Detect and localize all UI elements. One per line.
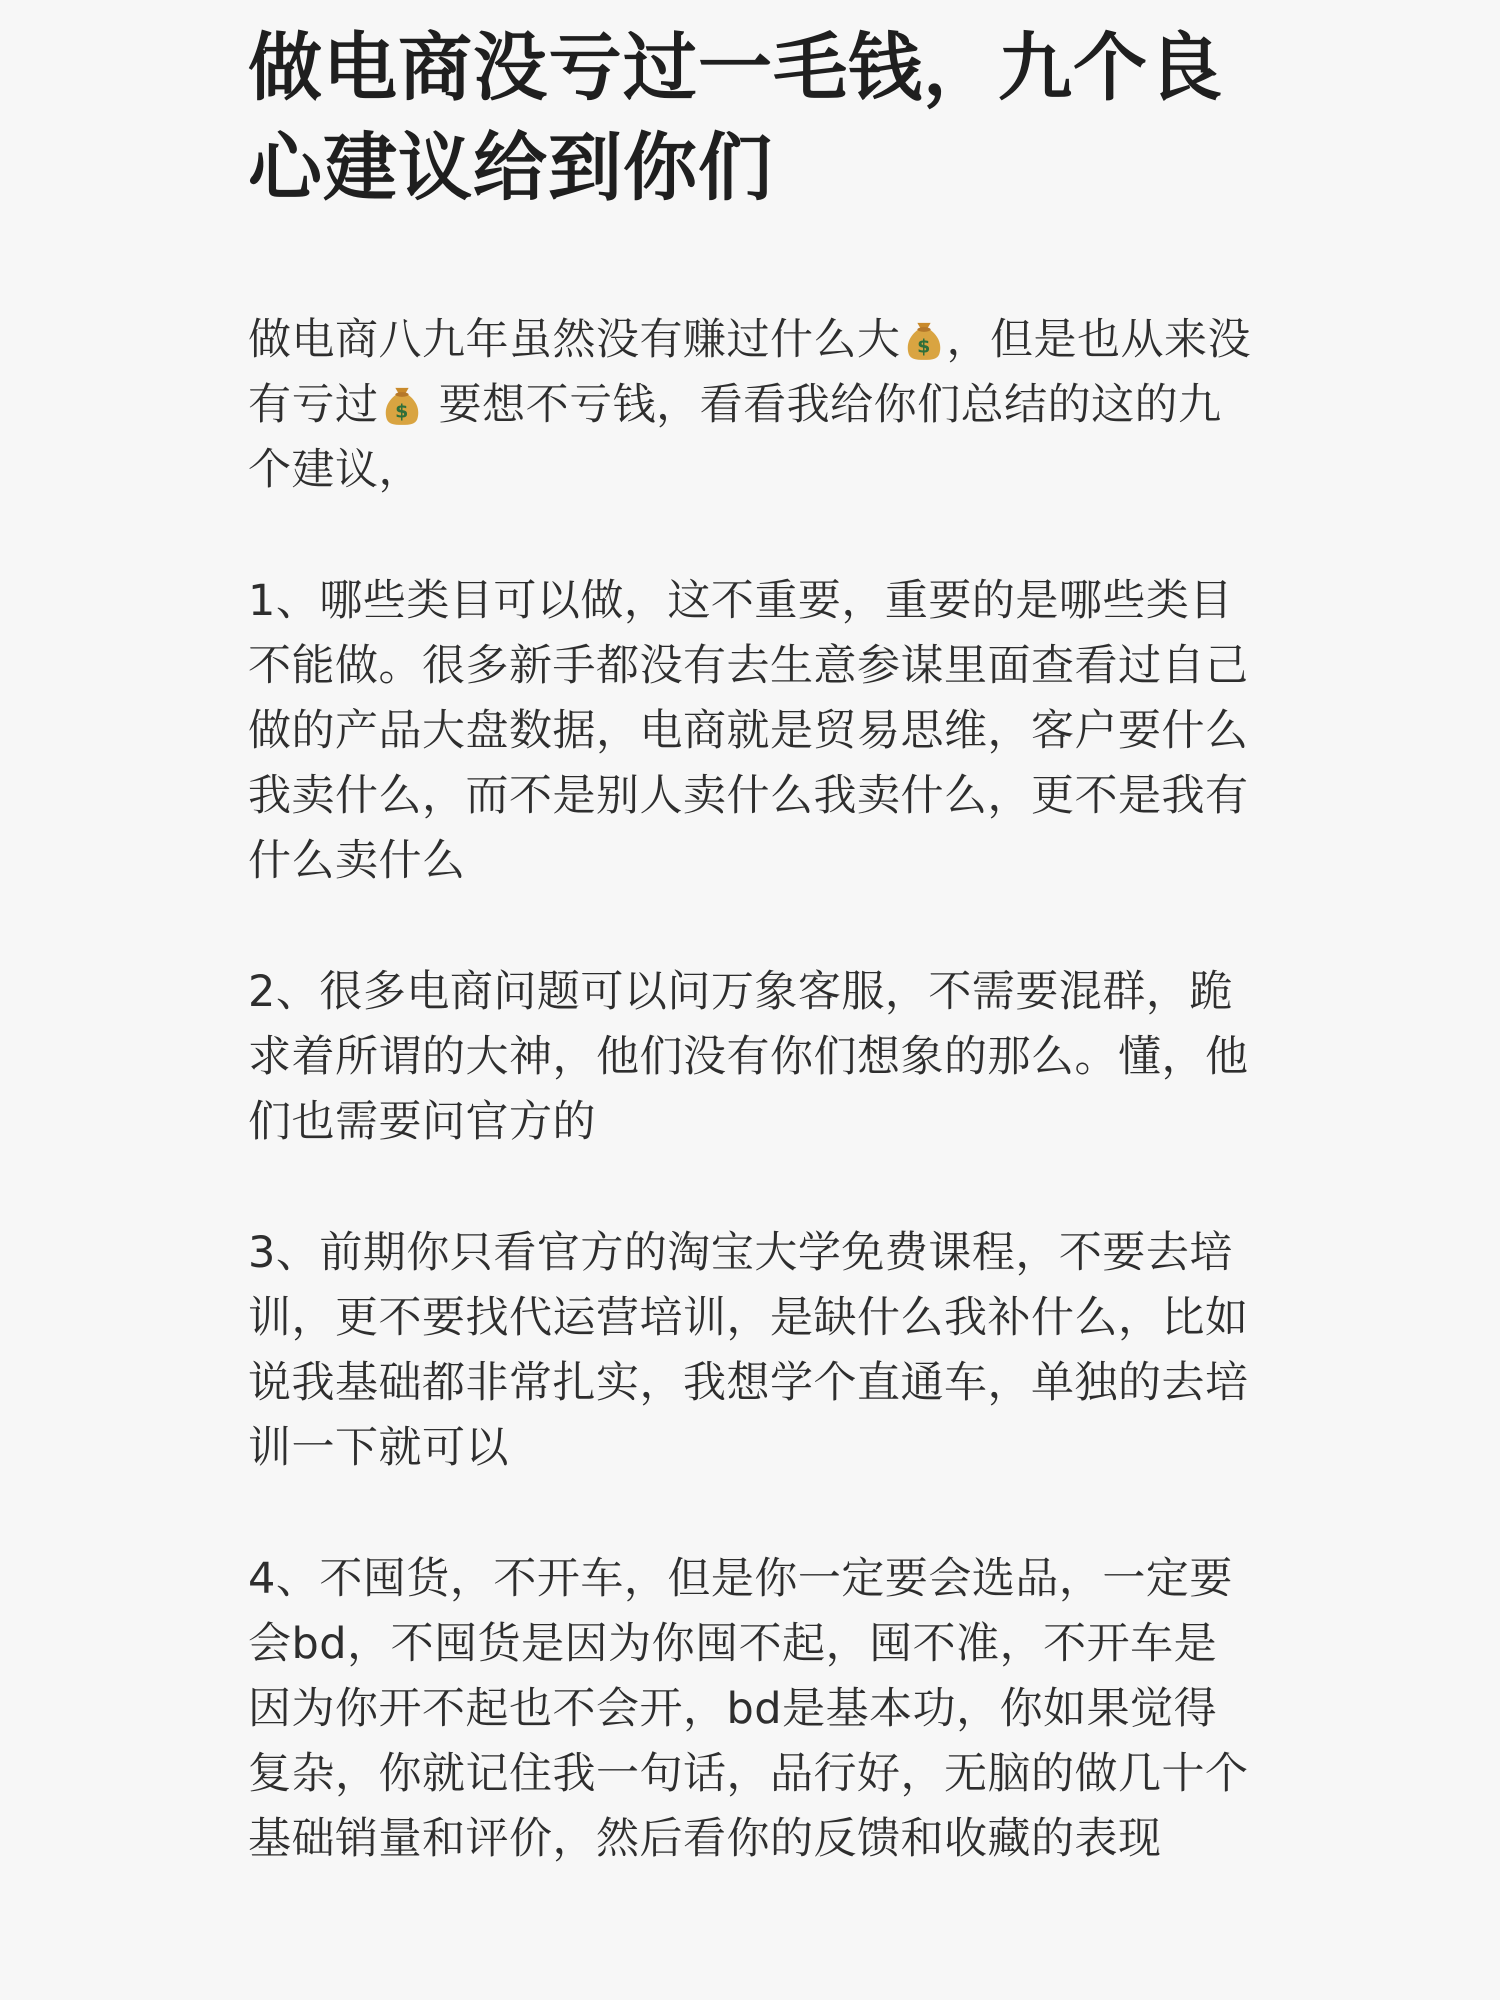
money-bag-icon — [383, 381, 421, 427]
svg-text:$: $ — [394, 400, 409, 423]
svg-text:$: $ — [916, 335, 931, 358]
article-body — [248, 308, 1253, 1872]
intro-text-1: 做电商八九年虽然没有赚过什么大 — [248, 315, 901, 365]
intro-text-2: ，但是也从来没有亏过 — [248, 315, 1251, 430]
article-content — [248, 18, 1253, 1938]
article-title: 做电商没亏过一毛钱，九个良心建议给到你们 — [248, 25, 1223, 211]
tip-2: 2、很多电商问题可以问万象客服，不需要混群，跪求着所谓的大神，他们没有你们想象的那么。懂，他们也需要问官方的 — [248, 967, 1249, 1147]
intro-paragraph — [248, 308, 1253, 503]
intro-text-3: 要想不亏钱，看看我给你们总结的这的九个建议， — [248, 380, 1222, 495]
tip-4: 4、不囤货，不开车，但是你一定要会选品，一定要会bd，不囤货是因为你囤不起，囤不准，不开车是因为你开不起也不会开，bd是基本功，你如果觉得复杂，你就记住我一句话，品行好，无脑的做几十个基础销量和评价，然后看你的反馈和收藏的表现 — [248, 1554, 1249, 1864]
tip-1: 1、哪些类目可以做，这不重要，重要的是哪些类目不能做。很多新手都没有去生意参谋里面查看过自己做的产品大盘数据，电商就是贸易思维，客户要什么我卖什么，而不是别人卖什么我卖什么，更不是我有什么卖什么 — [248, 576, 1249, 886]
money-bag-icon — [905, 316, 943, 362]
tip-3: 3、前期你只看官方的淘宝大学免费课程，不要去培训，更不要找代运营培训，是缺什么我补什么，比如说我基础都非常扎实，我想学个直通车，单独的去培训一下就可以 — [248, 1228, 1249, 1473]
